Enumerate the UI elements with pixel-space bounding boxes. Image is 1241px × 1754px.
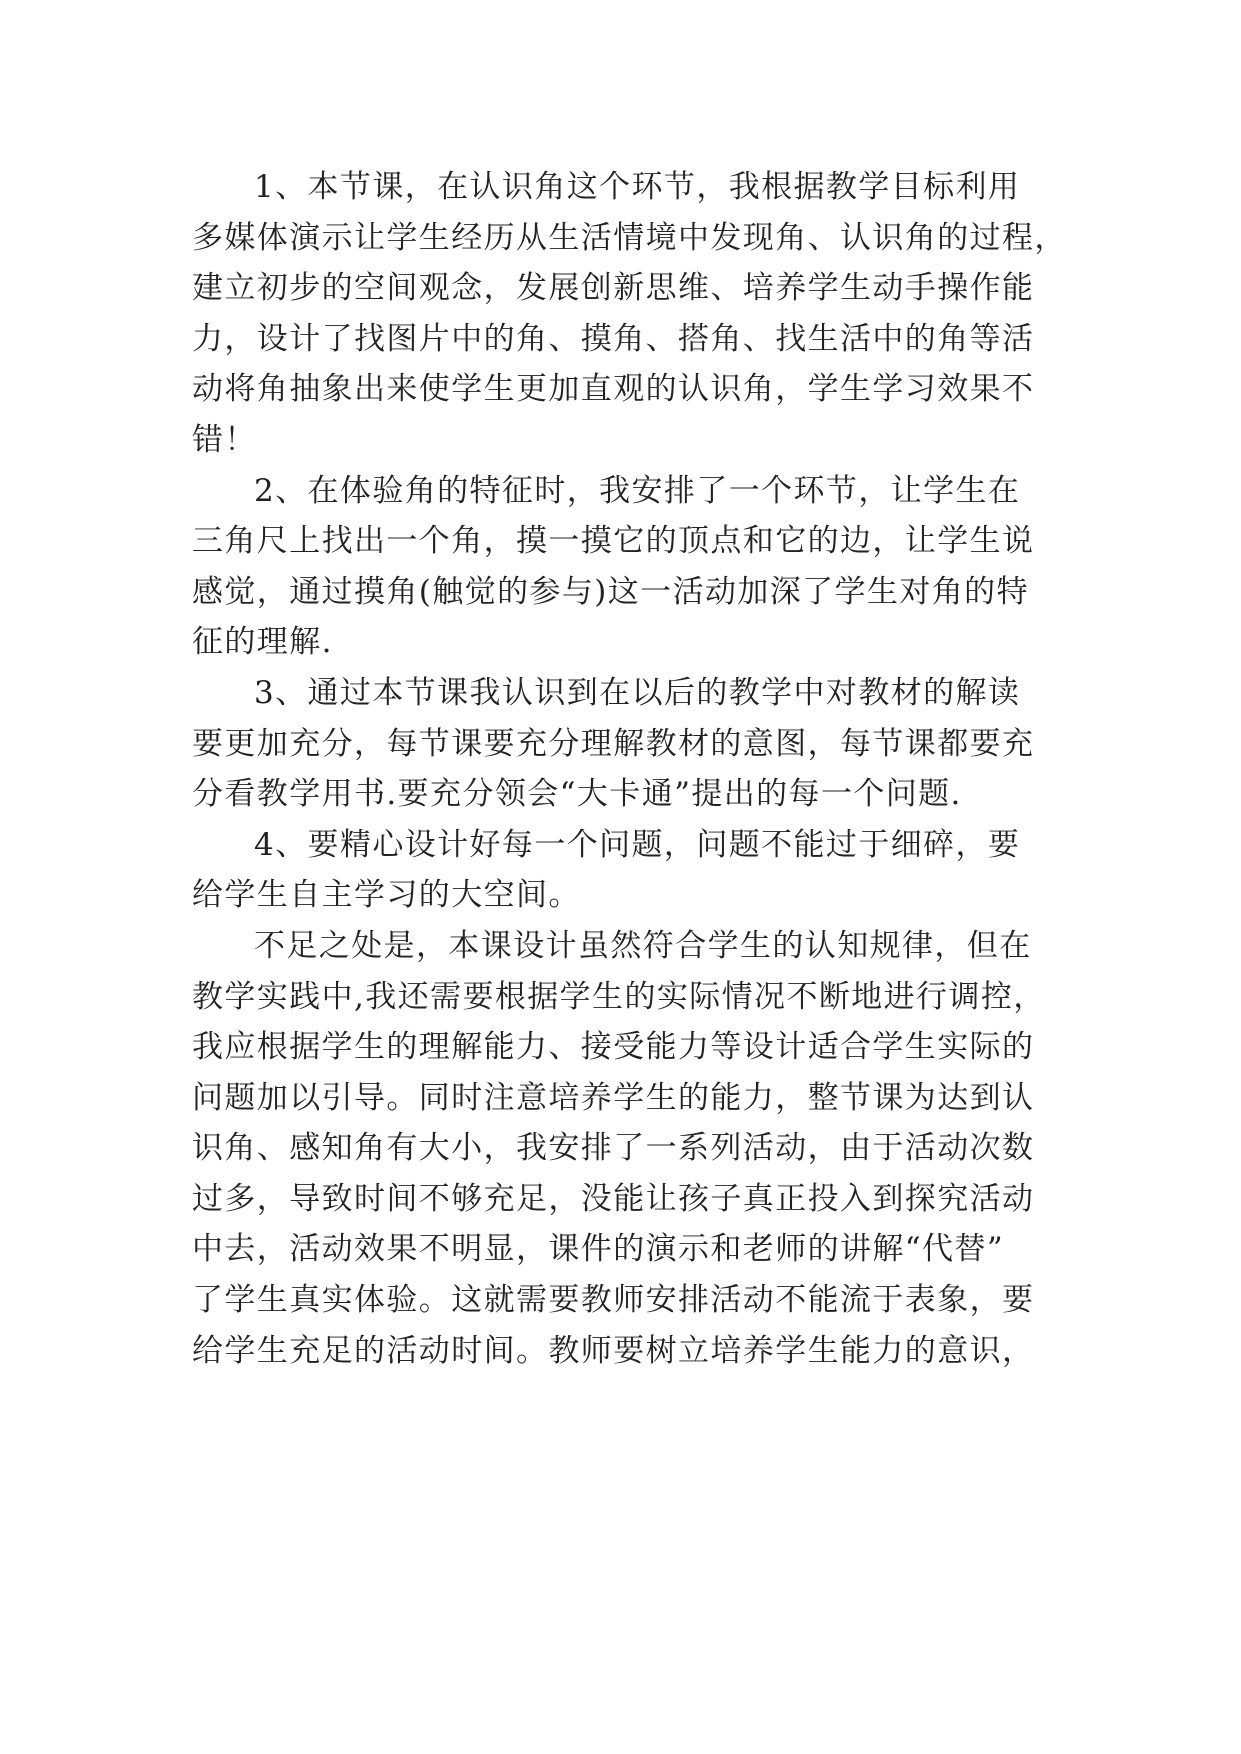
paragraph-line: 不足之处是，本课设计虽然符合学生的认知规律，但在: [254, 927, 1032, 964]
paragraph-line: 建立初步的空间观念，发展创新思维、培养学生动手操作能: [192, 270, 1035, 307]
paragraph-4: [192, 820, 1072, 921]
paragraph-line: 3、通过本节课我认识到在以后的教学中对教材的解读: [254, 674, 1021, 711]
paragraph-2: [192, 466, 1072, 668]
paragraph-line: 4、要精心设计好每一个问题，问题不能过于细碎，要: [254, 826, 1021, 863]
document-body: [192, 162, 1072, 1376]
paragraph-line: 了学生真实体验。这就需要教师安排活动不能流于表象，要: [192, 1282, 1035, 1319]
paragraph-1: [192, 162, 1072, 466]
paragraph-line: 错！: [192, 421, 257, 458]
paragraph-line: 问题加以引导。同时注意培养学生的能力，整节课为达到认: [192, 1079, 1035, 1116]
paragraph-line: 分看教学用书.要充分领会“大卡通”提出的每一个问题.: [192, 776, 962, 813]
paragraph-line: 识角、感知角有大小，我安排了一系列活动，由于活动次数: [192, 1130, 1035, 1167]
paragraph-line: 2、在体验角的特征时，我安排了一个环节，让学生在: [254, 472, 1021, 509]
paragraph-line: 感觉，通过摸角(触觉的参与)这一活动加深了学生对角的特: [192, 573, 1029, 610]
paragraph-line: 三角尺上找出一个角，摸一摸它的顶点和它的边，让学生说: [192, 523, 1035, 560]
paragraph-line: 中去，活动效果不明显，课件的演示和老师的讲解“代替”: [192, 1231, 1005, 1268]
paragraph-line: 力，设计了找图片中的角、摸角、搭角、找生活中的角等活: [192, 320, 1035, 357]
paragraph-line: 1、本节课，在认识角这个环节，我根据教学目标利用: [254, 169, 1021, 205]
paragraph-line: 给学生充足的活动时间。教师要树立培养学生能力的意识，: [192, 1332, 1035, 1369]
paragraph-line: 要更加充分，每节课要充分理解教材的意图，每节课都要充: [192, 725, 1035, 762]
paragraph-line: 征的理解.: [192, 624, 333, 661]
paragraph-5: [192, 921, 1072, 1376]
paragraph-3: [192, 668, 1072, 820]
paragraph-line: 动将角抽象出来使学生更加直观的认识角，学生学习效果不: [192, 371, 1035, 408]
paragraph-line: 多媒体演示让学生经历从生活情境中发现角、认识角的过程，: [192, 219, 1067, 256]
paragraph-line: 给学生自主学习的大空间。: [192, 877, 581, 914]
paragraph-line: 教学实践中,我还需要根据学生的实际情况不断地进行调控，: [192, 978, 1046, 1015]
paragraph-line: 过多，导致时间不够充足，没能让孩子真正投入到探究活动: [192, 1180, 1035, 1217]
paragraph-line: 我应根据学生的理解能力、接受能力等设计适合学生实际的: [192, 1029, 1035, 1066]
